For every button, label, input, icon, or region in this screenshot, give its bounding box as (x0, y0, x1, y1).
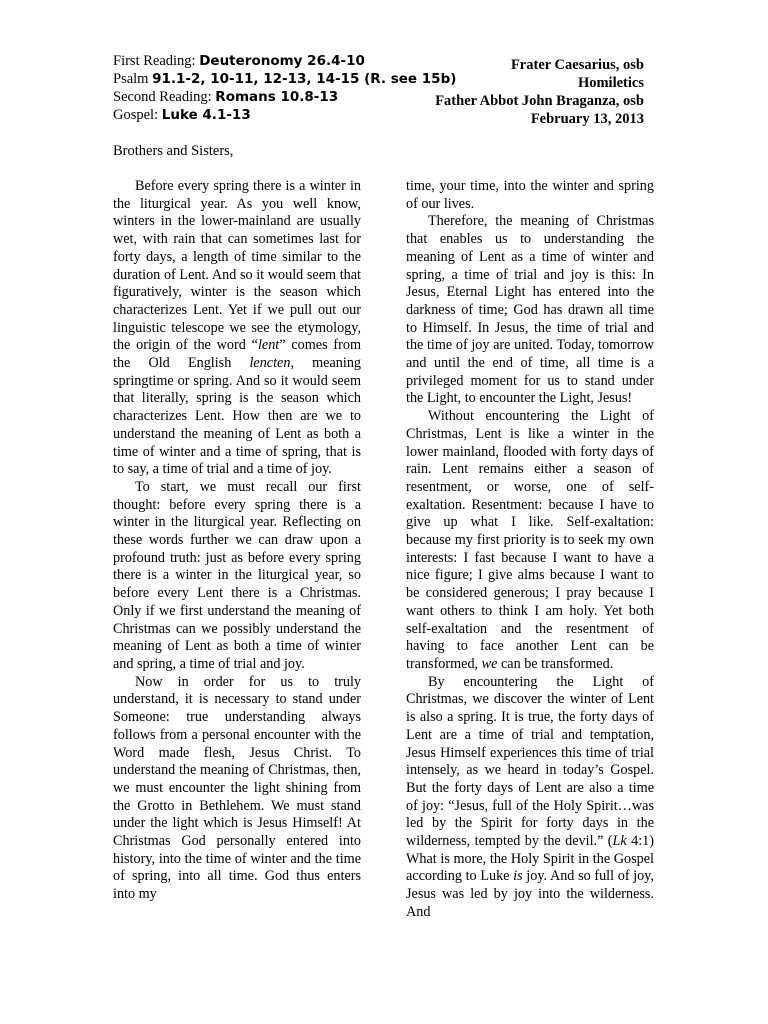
reading-label: First Reading: (113, 53, 200, 69)
italic-text: Lk (612, 833, 627, 850)
document-date: February 13, 2013 (530, 111, 644, 127)
text-column-left (113, 178, 361, 904)
italic-text: lent (257, 337, 280, 354)
text-run: , meaning springtime or spring. And so it would seem that literally, spring is the season which characterizes Lent. How then are we to understand the meaning of Lent as both a time of winter and a time of spring, that is to say, a time of trial and a time of joy. (113, 355, 362, 478)
paragraph (406, 674, 654, 922)
text-run: Without encountering the Light of Christmas, Lent is like a winter in the lower mainland, flooded with forty days of rain. Lent remains either a season of resentment, or worse, one of self-exaltation. Resentment: because I have to give up what I like. Self-exaltation: because my first priority is to seek my own interests: I fast because I want to have a nice figure; I give alms because I want to be considered generous; I pray because I want others to think I am holy. Yet both self-exaltation and the resentment of having to face another Lent can be transformed, (406, 408, 654, 672)
salutation: Brothers and Sisters, (113, 143, 234, 159)
reading-first (113, 52, 393, 70)
paragraph-continued: time, your time, into the winter and spring of our lives. (406, 178, 654, 212)
paragraph (113, 178, 361, 479)
italic-text: we (481, 655, 498, 672)
text-run: joy. And so full of joy, Jesus was led by joy into the wilderness. And (406, 868, 654, 920)
reading-label: Psalm (113, 71, 153, 87)
instructor-name: Father Abbot John Braganza, osb (435, 93, 644, 109)
italic-text: lencten (249, 355, 291, 372)
reading-reference: 91.1-2, 10-11, 12-13, 14-15 (R. see 15b) (152, 71, 457, 87)
text-run: 4:1) What is more, the Holy Spirit in the Gospel according to Luke (406, 833, 654, 885)
paragraph (406, 408, 654, 674)
reading-reference: Luke 4.1-13 (161, 107, 251, 123)
italic-text: is (513, 868, 523, 885)
reading-psalm (113, 70, 457, 88)
readings-list (113, 52, 457, 124)
reading-gospel (113, 106, 393, 124)
reading-second (113, 88, 393, 106)
reading-label: Gospel: (113, 107, 162, 123)
text-run: By encountering the Light of Christmas, we discover the winter of Lent is also a spring. It is true, the forty days of Lent are a time of trial and temptation, Jesus Himself experiences this time of trial intensely, as we heard in today’s Gospel. But the forty days of Lent are also a time of joy: “Jesus, full of the Holy Spirit…was led by the Spirit for forty days in the wilderness, tempted by the devil.” ( (406, 673, 654, 850)
text-column-right (406, 178, 654, 922)
text-run: Before every spring there is a winter in the liturgical year. As you well know, winters in the lower-mainland are usually wet, with rain that can sometimes last for forty days, a length of time similar to the duration of Lent. And so it would seem that figuratively, winter is the season which characterizes Lent. Yet if we pull out our linguistic telescope we see the etymology, the origin of the word “ (113, 178, 361, 354)
text-run: ” comes from the Old English (113, 337, 362, 372)
paragraph: Now in order for us to truly understand, it is necessary to stand under Someone: true understanding always follows from a personal encounter with the Word made flesh, Jesus Christ. To understand the meaning of Christmas, then, we must encounter the light shining from the Grotto in Bethlehem. We must stand under the light which is Jesus Himself! At Christmas God personally entered into history, into the time of winter and the time of spring, into all time. God thus enters into my (113, 673, 361, 903)
author-name: Frater Caesarius, osb (510, 57, 644, 73)
text-run: can be transformed. (497, 655, 614, 672)
reading-label: Second Reading: (113, 89, 216, 105)
reading-reference: Romans 10.8-13 (215, 89, 339, 105)
paragraph: To start, we must recall our first thought: before every spring there is a winter in the liturgical year. Reflecting on these words further we can draw upon a profound truth: just as before every spring there is a winter in the liturgical year, so before every Lent there is a Christmas. Only if we first understand the meaning of Christmas can we possibly understand the meaning of Lent as both a time of winter and spring, a time of trial and joy. (113, 478, 361, 672)
paragraph: Therefore, the meaning of Christmas that enables us to understanding the meaning of Lent as a time of winter and spring, a time of trial and joy is this: In Jesus, Eternal Light has entered into the darkness of time; God has drawn all time to Himself. In Jesus, the time of trial and the time of joy are united. Today, tomorrow and until the end of time, all time is a privileged moment for us to stand under the Light, to encounter the Light, Jesus! (406, 213, 654, 407)
author-block (435, 56, 644, 128)
reading-reference: Deuteronomy 26.4-10 (199, 53, 365, 69)
course-name: Homiletics (577, 75, 644, 91)
